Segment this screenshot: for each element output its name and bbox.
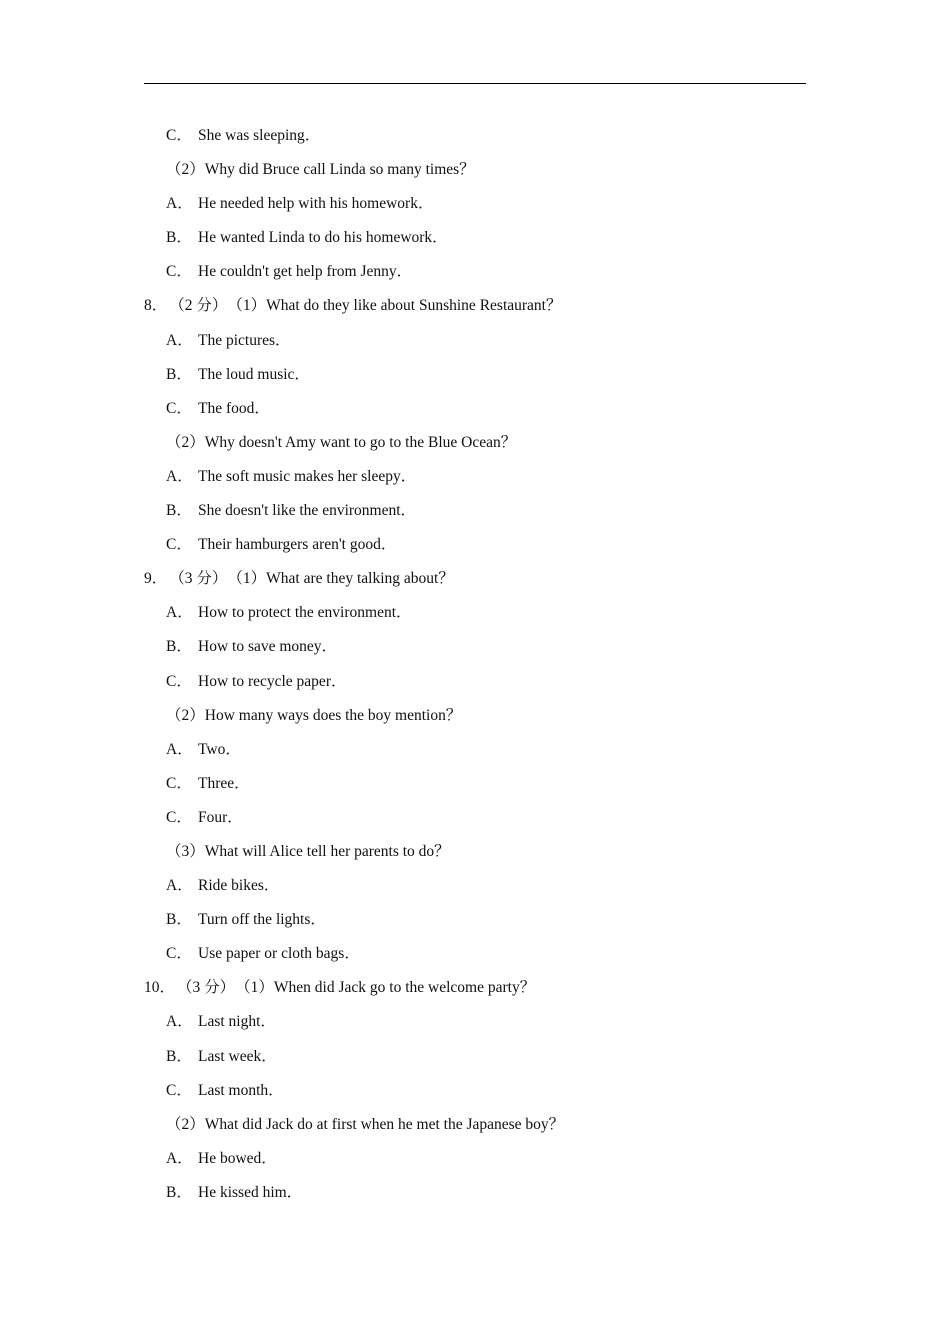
answer-option: [0, 869, 950, 903]
header-rule: [144, 83, 806, 84]
question-points: （3 分）: [169, 570, 228, 588]
option-text: Last night．: [198, 1013, 276, 1031]
option-letter: A．: [166, 604, 193, 622]
question-points: （3 分）: [177, 979, 236, 997]
option-text: Three．: [198, 774, 250, 792]
answer-option: [0, 903, 950, 937]
sub-question: [0, 699, 950, 733]
sub-question-label: （2）: [166, 161, 205, 179]
sub-question-text: Why doesn't Amy want to go to the Blue Ocean？: [204, 433, 517, 451]
option-letter: A．: [166, 467, 193, 485]
option-text: Last month．: [198, 1081, 284, 1099]
option-text: Use paper or cloth bags．: [198, 945, 360, 963]
sub-question-label: （3）: [166, 842, 205, 860]
question-text: What are they talking about？: [266, 570, 454, 588]
question-number: 10．: [144, 979, 176, 997]
answer-option: [0, 596, 950, 630]
answer-option: [0, 937, 950, 971]
question-points: （2 分）: [169, 297, 228, 315]
option-letter: C．: [166, 945, 192, 963]
answer-option: [0, 733, 950, 767]
sub-question-label: （2）: [166, 706, 205, 724]
option-letter: A．: [166, 195, 193, 213]
answer-option: [0, 324, 950, 358]
question-text: What do they like about Sunshine Restaurant？: [266, 297, 562, 315]
option-letter: C．: [166, 774, 192, 792]
option-letter: B．: [166, 1047, 192, 1065]
answer-option: [0, 221, 950, 255]
sub-question-text: How many ways does the boy mention？: [204, 706, 462, 724]
option-letter: C．: [166, 672, 192, 690]
sub-question: [0, 426, 950, 460]
option-text: How to recycle paper．: [198, 672, 347, 690]
option-letter: B．: [166, 1183, 192, 1201]
option-text: He needed help with his homework．: [198, 195, 434, 213]
option-text: He kissed him．: [198, 1183, 303, 1201]
answer-option: [0, 767, 950, 801]
option-text: She doesn't like the environment．: [198, 502, 417, 520]
exam-page-content: [0, 119, 950, 1210]
answer-option: [0, 630, 950, 664]
answer-option: [0, 1074, 950, 1108]
question-9: [0, 562, 950, 596]
answer-option: [0, 1176, 950, 1210]
sub-question-label: （1）: [227, 570, 267, 588]
answer-option: [0, 528, 950, 562]
option-letter: A．: [166, 1149, 193, 1167]
sub-question-label: （2）: [166, 1115, 205, 1133]
option-letter: C．: [166, 263, 192, 281]
answer-option: [0, 665, 950, 699]
option-letter: C．: [166, 808, 192, 826]
answer-option: [0, 1142, 950, 1176]
option-letter: B．: [166, 229, 192, 247]
option-text: The soft music makes her sleepy．: [198, 467, 417, 485]
option-text: The food．: [198, 399, 270, 417]
option-text: He wanted Linda to do his homework．: [198, 229, 448, 247]
question-8: [0, 289, 950, 323]
option-text: How to save money．: [198, 638, 338, 656]
option-text: Last week．: [198, 1047, 277, 1065]
question-number: 9．: [144, 570, 168, 588]
option-text: She was sleeping．: [198, 127, 321, 144]
option-text: Their hamburgers aren't good．: [198, 536, 397, 554]
sub-question-label: （1）: [235, 979, 274, 997]
option-letter: A．: [166, 877, 193, 895]
answer-option: [0, 392, 950, 426]
sub-question: [0, 835, 950, 869]
option-letter: C．: [166, 536, 192, 554]
answer-option: [0, 187, 950, 221]
question-text: When did Jack go to the welcome party？: [273, 979, 536, 997]
answer-option: [0, 801, 950, 835]
answer-option: [0, 119, 950, 153]
answer-option: [0, 1040, 950, 1074]
option-text: The loud music．: [198, 365, 310, 383]
option-letter: A．: [166, 740, 193, 758]
option-text: Ride bikes．: [198, 877, 280, 895]
sub-question: [0, 1108, 950, 1142]
option-letter: A．: [166, 1013, 193, 1031]
question-10: [0, 971, 950, 1005]
answer-option: [0, 255, 950, 289]
sub-question-text: What will Alice tell her parents to do？: [204, 842, 450, 860]
answer-option: [0, 1005, 950, 1039]
sub-question-text: What did Jack do at first when he met the Japanese boy？: [204, 1115, 565, 1133]
option-letter: B．: [166, 911, 192, 929]
option-letter: B．: [166, 638, 192, 656]
sub-question-text: Why did Bruce call Linda so many times？: [204, 161, 475, 179]
sub-question-label: （1）: [227, 297, 267, 315]
option-letter: B．: [166, 502, 192, 520]
option-letter: A．: [166, 331, 193, 349]
option-text: He couldn't get help from Jenny．: [198, 263, 413, 281]
option-text: The pictures．: [198, 331, 291, 349]
sub-question-label: （2）: [166, 433, 205, 451]
option-letter: C．: [166, 127, 192, 144]
option-text: Turn off the lights．: [198, 911, 326, 929]
sub-question: [0, 153, 950, 187]
option-text: Two．: [198, 740, 241, 758]
option-text: How to protect the environment．: [198, 604, 412, 622]
option-text: Four．: [198, 808, 243, 826]
answer-option: [0, 460, 950, 494]
question-number: 8．: [144, 297, 168, 315]
option-letter: C．: [166, 1081, 192, 1099]
answer-option: [0, 494, 950, 528]
option-text: He bowed．: [198, 1149, 277, 1167]
option-letter: B．: [166, 365, 192, 383]
answer-option: [0, 358, 950, 392]
option-letter: C．: [166, 399, 192, 417]
